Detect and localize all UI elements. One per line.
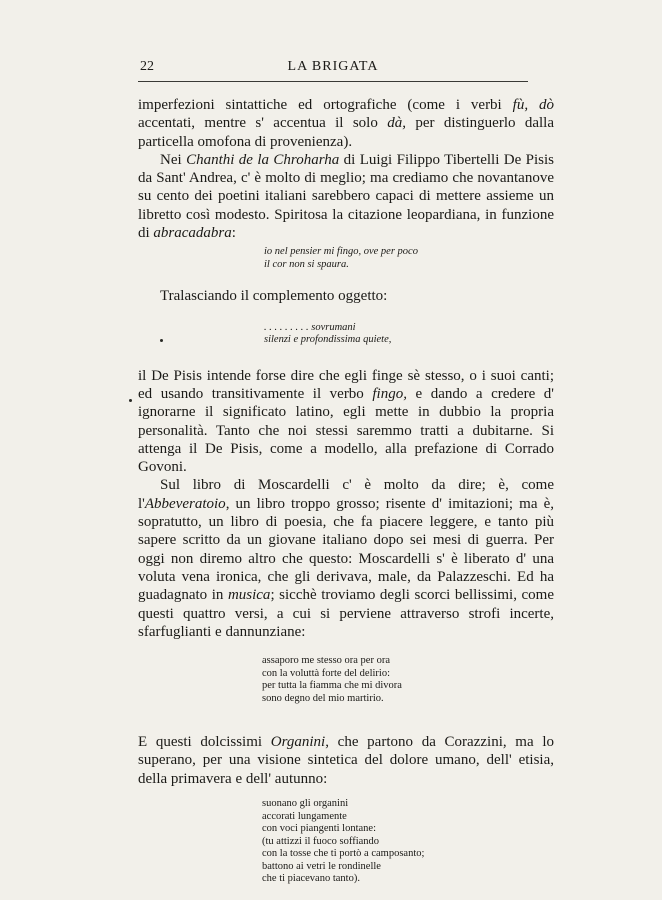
paragraph-1 bbox=[138, 96, 554, 151]
italic-run: Chanthi de la Chroharha bbox=[186, 151, 340, 168]
text-run: di Luigi Filippo Tibertelli De Pisis da Sant' Andrea, c' è molto di meglio; ma crediamo che novantanove su cento dei poetini italiani sarebbero capaci di mettere assieme un libretto così modesto. Spiritosa la citazione leopardiana, in funzione di bbox=[138, 151, 554, 242]
verse-line: accorati lungamente bbox=[262, 810, 347, 822]
print-speck bbox=[160, 339, 163, 342]
text-run: e dando a credere d' ignorarne il significato latino, egli mette in dubbio la propria personalità. Tanto che noi stessi saremmo tratti a dubitarne. Si attenga il De Pisis, come a modello, alla prefazione di Corrado Govoni. bbox=[138, 385, 555, 476]
verse-line: sono degno del mio martirio. bbox=[262, 692, 384, 704]
italic-run: musica bbox=[227, 587, 271, 604]
verse-quote-3 bbox=[262, 655, 554, 705]
paragraph-2 bbox=[138, 151, 554, 242]
verse-line: il cor non si spaura. bbox=[264, 258, 349, 270]
verse-line: con la tosse che ti portò a camposanto; bbox=[262, 848, 425, 860]
text-run: , un libro troppo grosso; risente d' imitazioni; ma è, sopratutto, un libro di poesia, che fa piacere leggere, e tanto più sapere scritto da un giovane italiano dopo sei mesi di guerra. Per oggi non diremo altro che questo: Moscardelli s' è liberato d' una voluta vena ironica, che gli derivava, male, da Palazzeschi. Ed ha guadagnato in bbox=[138, 495, 554, 604]
text-run: per distinguerlo dalla particella omofona di provenienza). bbox=[138, 115, 554, 150]
italic-run: abracadabra bbox=[153, 225, 232, 242]
text-run: il De Pisis intende forse dire che egli finge sè stesso, o i suoi canti; ed usando transitivamente il verbo bbox=[138, 367, 554, 402]
running-title: LA BRIGATA bbox=[287, 59, 379, 74]
verse-line: battono ai vetri le rondinelle bbox=[262, 860, 381, 872]
verse-quote-4 bbox=[262, 798, 554, 886]
page-header bbox=[138, 59, 528, 82]
verse-quote-2 bbox=[264, 322, 554, 347]
verse-line: . . . . . . . . . sovrumani bbox=[264, 321, 356, 333]
print-speck bbox=[129, 399, 132, 402]
verse-line: assaporo me stesso ora per ora bbox=[262, 655, 390, 667]
verse-line: suonano gli organini bbox=[262, 798, 349, 810]
verse-line: (tu attizzi il fuoco soffiando bbox=[262, 835, 380, 847]
italic-run: Abbeveratoio bbox=[144, 495, 226, 512]
text-run: Nei bbox=[160, 151, 187, 168]
text-run: , che partono da Corazzini, ma lo superano, per una visione sintetica del dolore umano, dell' etisia, della primavera e dell' autunno: bbox=[138, 734, 554, 787]
body-text bbox=[138, 96, 554, 886]
verse-line: io nel pensier mi fingo, ove per poco bbox=[264, 246, 418, 258]
italic-run: fingo, bbox=[372, 385, 407, 402]
italic-run: Organini bbox=[270, 734, 326, 751]
verse-line: con voci piangenti lontane: bbox=[262, 823, 377, 835]
italic-run: dà, bbox=[387, 115, 406, 132]
verse-line: silenzi e profondissima quiete, bbox=[264, 334, 392, 346]
text-run: : bbox=[231, 225, 236, 242]
text-run: E questi dolcissimi bbox=[138, 734, 271, 751]
paragraph-4 bbox=[138, 367, 554, 477]
verse-line: per tutta la fiamma che mi divora bbox=[262, 680, 402, 692]
verse-line: con la voluttà forte del delirio: bbox=[262, 667, 390, 679]
text-run: accentati, mentre s' accentua il solo bbox=[138, 115, 388, 132]
verse-line: che ti piacevano tanto). bbox=[262, 873, 360, 885]
italic-run: fù, dò bbox=[512, 97, 554, 113]
paragraph-5 bbox=[138, 476, 554, 641]
text-run: ; sicchè troviamo degli scorci bellissimi, come questi quattro versi, a cui si perviene attraverso strofi incerte, sfarfuglianti e dannunziane: bbox=[138, 587, 554, 640]
verse-quote-1 bbox=[264, 246, 554, 271]
text-run: imperfezioni sintattiche ed ortografiche (come i verbi bbox=[138, 97, 513, 113]
paragraph-6 bbox=[138, 733, 554, 788]
text-run: Sul libro di Moscardelli c' è molto da dire; è, come l' bbox=[138, 477, 554, 512]
paragraph-3: Tralasciando il complemento oggetto: bbox=[160, 288, 388, 305]
page-number: 22 bbox=[140, 59, 154, 74]
